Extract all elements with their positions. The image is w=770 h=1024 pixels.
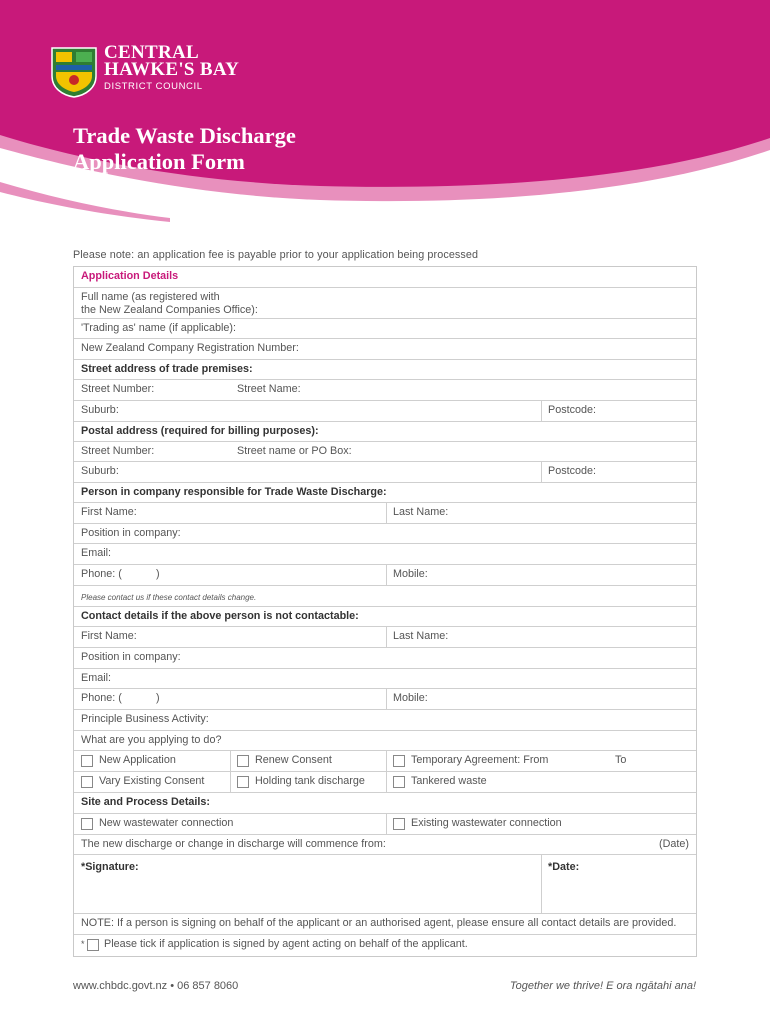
agent-tick-row	[74, 935, 696, 956]
existing-wastewater-checkbox[interactable]	[393, 818, 405, 830]
checkbox-label: Tankered waste	[411, 775, 487, 787]
field-label: What are you applying to do?	[81, 734, 222, 746]
postal-street-number-field[interactable]: Street Number:	[81, 445, 155, 457]
temporary-agreement-checkbox[interactable]	[393, 755, 405, 767]
section-application-details	[74, 267, 696, 288]
section-heading: Contact details if the above person is not contactable:	[81, 610, 359, 622]
phone-close-paren: )	[156, 692, 160, 704]
postal-street-name-field[interactable]: Street name or PO Box:	[237, 445, 352, 457]
business-activity-field[interactable]	[74, 710, 696, 731]
logo-line-3: DISTRICT COUNCIL	[104, 81, 203, 92]
alt-mobile-field[interactable]: Mobile:	[393, 692, 428, 704]
logo-line-2: HAWKE'S BAY	[104, 59, 240, 80]
postcode-field[interactable]: Postcode:	[548, 404, 597, 416]
alt-last-name-field[interactable]: Last Name:	[393, 630, 449, 642]
position-field[interactable]	[74, 524, 696, 544]
phone-row	[74, 565, 696, 586]
alt-email-field[interactable]	[74, 669, 696, 689]
new-wastewater-checkbox[interactable]	[81, 818, 93, 830]
divider	[386, 689, 387, 709]
checkbox-label: Renew Consent	[255, 754, 332, 766]
holding-tank-checkbox[interactable]	[237, 776, 249, 788]
alt-phone-row	[74, 689, 696, 710]
alt-first-name-field[interactable]: First Name:	[81, 630, 137, 642]
agent-signed-checkbox[interactable]	[87, 939, 99, 951]
phone-close-paren: )	[156, 568, 160, 580]
divider	[386, 814, 387, 834]
signature-field[interactable]: *Signature:	[81, 861, 139, 873]
section-heading: Application Details	[81, 270, 179, 282]
fee-note: Please note: an application fee is payable prior to your application being processed	[73, 249, 479, 261]
renew-consent-checkbox[interactable]	[237, 755, 249, 767]
council-logo-text	[104, 44, 239, 92]
field-label: 'Trading as' name (if applicable):	[81, 322, 236, 334]
alt-phone-field[interactable]: Phone: (	[81, 692, 122, 704]
contact-change-note-row	[74, 586, 696, 607]
application-form	[73, 266, 697, 957]
alt-position-field[interactable]	[74, 648, 696, 669]
section-site-process	[74, 793, 696, 814]
checkbox-label: Holding tank discharge	[255, 775, 365, 787]
checkbox-label: Vary Existing Consent	[99, 775, 205, 787]
section-heading: Postal address (required for billing purposes):	[81, 425, 319, 437]
divider	[386, 751, 387, 771]
title-line-2: Application Form	[73, 149, 245, 174]
agent-note-row	[74, 914, 696, 935]
first-name-field[interactable]: First Name:	[81, 506, 137, 518]
field-label: Full name (as registered with	[81, 291, 220, 303]
date-field[interactable]: *Date:	[548, 861, 580, 873]
alt-name-row	[74, 627, 696, 648]
last-name-field[interactable]: Last Name:	[393, 506, 449, 518]
email-field[interactable]	[74, 544, 696, 565]
postal-suburb-field[interactable]: Suburb:	[81, 465, 119, 477]
phone-field[interactable]: Phone: (	[81, 568, 122, 580]
divider	[230, 751, 231, 771]
new-application-checkbox[interactable]	[81, 755, 93, 767]
contact-change-note: Please contact us if these contact details change.	[81, 593, 257, 602]
divider	[386, 565, 387, 585]
agent-note: NOTE: If a person is signing on behalf of the applicant or an authorised agent, please ensure all contact details are provided.	[81, 917, 677, 929]
suburb-field[interactable]: Suburb:	[81, 404, 119, 416]
divider	[386, 503, 387, 523]
header-wave	[0, 0, 770, 230]
wave-accent	[0, 182, 170, 222]
page-title	[73, 123, 296, 175]
section-heading: Street address of trade premises:	[81, 363, 253, 375]
divider	[541, 462, 542, 482]
section-heading: Person in company responsible for Trade Waste Discharge:	[81, 486, 387, 498]
field-label: Email:	[81, 547, 111, 559]
field-label: New Zealand Company Registration Number:	[81, 342, 299, 354]
divider	[230, 772, 231, 792]
date-paren-label: (Date)	[659, 838, 689, 850]
required-star: *	[81, 939, 85, 949]
council-crest-icon	[50, 46, 98, 98]
signature-row	[74, 855, 696, 914]
checkbox-label: Existing wastewater connection	[411, 817, 562, 829]
vary-consent-checkbox[interactable]	[81, 776, 93, 788]
checkbox-label: Please tick if application is signed by agent acting on behalf of the applicant.	[104, 938, 468, 950]
applying-for-question	[74, 731, 696, 751]
street-number-field[interactable]: Street Number:	[81, 383, 155, 395]
field-label: Email:	[81, 672, 111, 684]
divider	[386, 627, 387, 647]
checkbox-label: New wastewater connection	[99, 817, 234, 829]
logo-line-1: CENTRAL	[104, 42, 200, 63]
section-alt-contact	[74, 607, 696, 627]
mobile-field[interactable]: Mobile:	[393, 568, 428, 580]
section-street-address	[74, 360, 696, 380]
street-name-field[interactable]: Street Name:	[237, 383, 301, 395]
site-options-row	[74, 814, 696, 835]
footer-slogan: Together we thrive! E ora ngātahi ana!	[509, 980, 696, 992]
street-row	[74, 380, 696, 401]
full-name-field[interactable]	[74, 288, 696, 319]
checkbox-label: Temporary Agreement: From	[411, 754, 549, 766]
field-label: Principle Business Activity:	[81, 713, 209, 725]
field-label: the New Zealand Companies Office):	[81, 304, 258, 316]
name-row	[74, 503, 696, 524]
commence-date-field[interactable]	[74, 835, 696, 855]
footer-contact: www.chbdc.govt.nz • 06 857 8060	[73, 980, 239, 992]
applying-options-row-2	[74, 772, 696, 793]
section-postal-address	[74, 422, 696, 442]
postal-suburb-row	[74, 462, 696, 483]
header-banner	[0, 0, 770, 230]
field-label: The new discharge or change in discharge will commence from:	[81, 838, 386, 850]
section-heading: Site and Process Details:	[81, 796, 211, 808]
divider	[541, 401, 542, 421]
postal-street-row	[74, 442, 696, 462]
divider	[541, 855, 542, 913]
divider	[386, 772, 387, 792]
company-reg-field[interactable]	[74, 339, 696, 360]
title-line-1: Trade Waste Discharge	[73, 123, 296, 148]
checkbox-label: New Application	[99, 754, 176, 766]
applying-options-row-1	[74, 751, 696, 772]
suburb-row	[74, 401, 696, 422]
field-label: Position in company:	[81, 527, 181, 539]
to-label: To	[615, 754, 627, 766]
tankered-waste-checkbox[interactable]	[393, 776, 405, 788]
section-responsible-person	[74, 483, 696, 503]
trading-as-field[interactable]	[74, 319, 696, 339]
field-label: Position in company:	[81, 651, 181, 663]
postal-postcode-field[interactable]: Postcode:	[548, 465, 597, 477]
